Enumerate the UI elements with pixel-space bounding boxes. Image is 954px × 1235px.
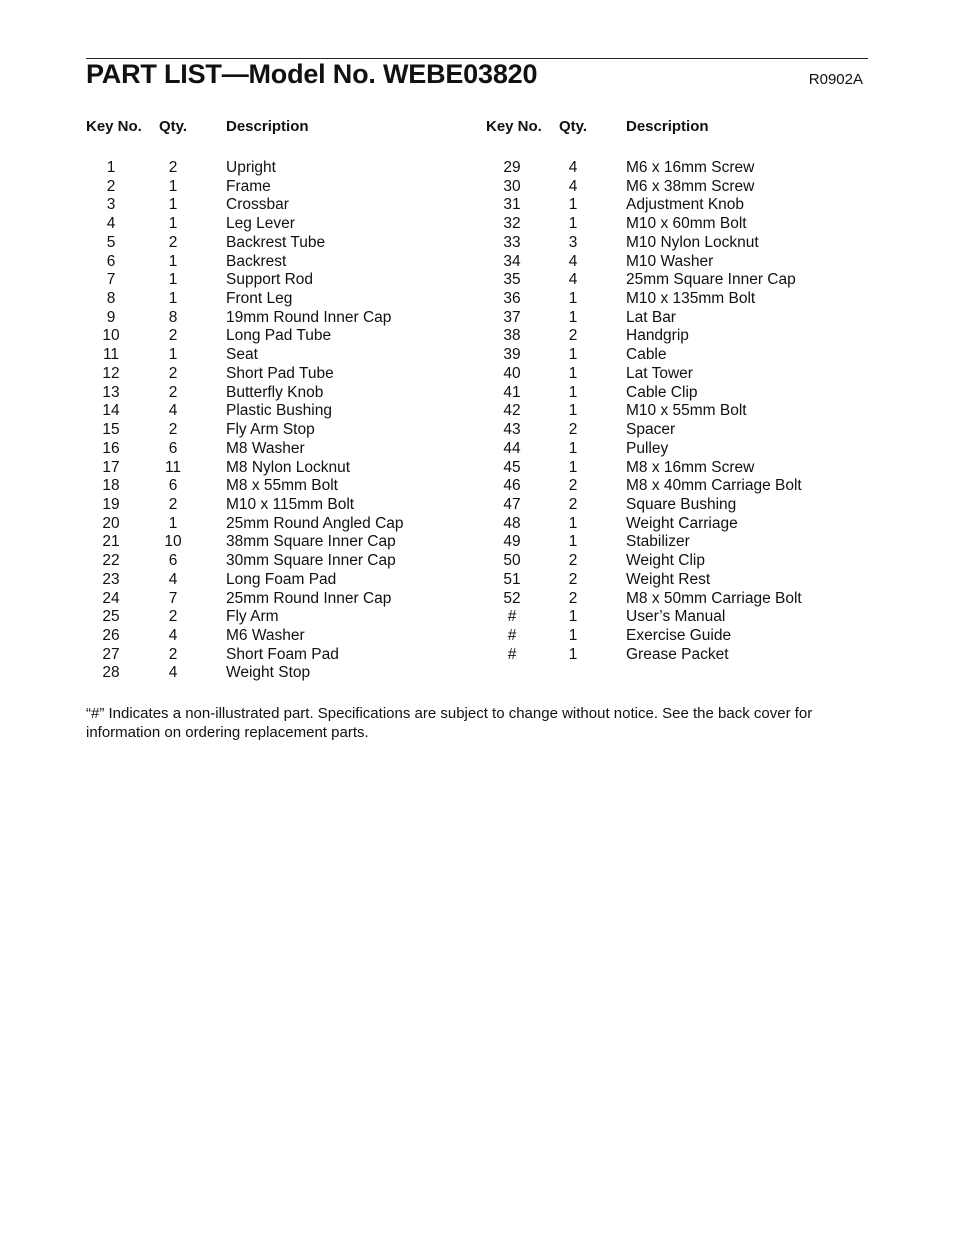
part-key-number: 18: [102, 477, 120, 495]
part-quantity: 2: [568, 495, 578, 513]
part-quantity: 2: [168, 645, 178, 663]
part-quantity: 4: [568, 159, 578, 176]
part-key-number: 9: [106, 308, 116, 326]
part-quantity: 4: [568, 271, 578, 289]
part-row: [470, 159, 950, 178]
part-key-number: 22: [102, 552, 120, 570]
part-key-number: 12: [102, 364, 120, 382]
part-key-number: 29: [503, 159, 521, 176]
part-key-number: 33: [503, 233, 521, 251]
part-key-number: 32: [503, 215, 521, 233]
part-row: [0, 440, 470, 459]
part-key-number: 11: [102, 346, 120, 364]
part-quantity: 4: [568, 177, 578, 195]
part-quantity: 2: [568, 589, 578, 607]
part-quantity: 10: [164, 533, 182, 551]
left-header-key: Key No.: [86, 118, 142, 135]
part-row: [470, 234, 950, 253]
part-row: [0, 664, 470, 683]
part-row: [0, 608, 470, 627]
part-description: M10 x 115mm Bolt: [226, 495, 355, 513]
part-description: M8 Nylon Locknut: [226, 458, 351, 476]
part-key-number: 31: [503, 196, 521, 214]
part-description: Upright: [226, 159, 276, 176]
part-key-number: 27: [102, 645, 120, 663]
right-header-key: Key No.: [486, 118, 542, 135]
part-key-number: 34: [503, 252, 521, 270]
part-key-number: 26: [102, 626, 120, 644]
part-key-number: 23: [102, 570, 120, 588]
part-quantity: 1: [168, 346, 178, 364]
part-quantity: 1: [568, 533, 578, 551]
part-description: Spacer: [626, 421, 676, 439]
part-quantity: 6: [168, 439, 178, 457]
part-description: 25mm Round Inner Cap: [226, 589, 392, 607]
part-quantity: 1: [568, 290, 578, 308]
part-key-number: 37: [503, 308, 521, 326]
part-key-number: 39: [503, 346, 521, 364]
part-key-number: 24: [102, 589, 120, 607]
part-row: [470, 608, 950, 627]
part-row: [470, 196, 950, 215]
part-quantity: 1: [568, 383, 578, 401]
part-row: [0, 253, 470, 272]
part-quantity: 2: [168, 421, 178, 439]
part-description: Exercise Guide: [626, 626, 732, 644]
part-row: [470, 477, 950, 496]
part-description: Handgrip: [626, 327, 689, 345]
part-key-number: 17: [102, 458, 120, 476]
part-key-number: 2: [106, 177, 116, 195]
part-description: Weight Carriage: [626, 514, 738, 532]
part-key-number: 5: [106, 233, 116, 251]
part-quantity: 1: [568, 346, 578, 364]
part-quantity: 1: [568, 364, 578, 382]
parts-list-right: [470, 159, 950, 664]
part-key-number: 16: [102, 439, 120, 457]
part-key-number: 50: [503, 552, 521, 570]
part-row: [0, 178, 470, 197]
part-key-number: 10: [102, 327, 120, 345]
part-row: [470, 271, 950, 290]
part-description: Weight Clip: [626, 552, 705, 570]
part-description: Backrest Tube: [226, 233, 326, 251]
part-description: M10 Washer: [626, 252, 714, 270]
part-description: Plastic Bushing: [226, 402, 332, 420]
part-description: Weight Stop: [226, 664, 311, 682]
part-description: 25mm Round Angled Cap: [226, 514, 404, 532]
part-row: [0, 196, 470, 215]
part-description: Front Leg: [226, 290, 293, 308]
part-key-number: 51: [503, 570, 521, 588]
part-row: [0, 309, 470, 328]
part-row: [470, 515, 950, 534]
part-quantity: 7: [168, 589, 178, 607]
part-quantity: 1: [568, 645, 578, 663]
part-description: M6 Washer: [226, 626, 305, 644]
part-description: Backrest: [226, 252, 287, 270]
part-key-number: 35: [503, 271, 521, 289]
part-row: [470, 440, 950, 459]
part-row: [0, 459, 470, 478]
part-description: Lat Tower: [626, 364, 693, 382]
part-row: [470, 533, 950, 552]
part-description: Weight Rest: [626, 570, 711, 588]
part-quantity: 1: [168, 215, 178, 233]
part-row: [470, 402, 950, 421]
part-row: [0, 590, 470, 609]
part-key-number: 13: [102, 383, 120, 401]
part-description: M8 x 16mm Screw: [626, 458, 755, 476]
part-description: M10 x 60mm Bolt: [626, 215, 747, 233]
part-key-number: 48: [503, 514, 521, 532]
part-key-number: 20: [102, 514, 120, 532]
part-description: 30mm Square Inner Cap: [226, 552, 396, 570]
right-header-description: Description: [626, 118, 709, 135]
part-quantity: 1: [568, 626, 578, 644]
part-row: [0, 477, 470, 496]
part-quantity: 2: [568, 477, 578, 495]
part-row: [0, 365, 470, 384]
part-key-number: 49: [503, 533, 521, 551]
part-key-number: 8: [106, 290, 116, 308]
part-description: M8 Washer: [226, 439, 305, 457]
part-description: Lat Bar: [626, 308, 676, 326]
part-quantity: 2: [168, 383, 178, 401]
part-row: [470, 215, 950, 234]
part-key-number: 28: [102, 664, 120, 682]
part-quantity: 4: [568, 252, 578, 270]
part-key-number: 43: [503, 421, 521, 439]
part-row: [470, 590, 950, 609]
part-key-number: 30: [503, 177, 521, 195]
left-header-qty: Qty.: [159, 118, 188, 135]
part-row: [0, 327, 470, 346]
part-quantity: 1: [568, 608, 578, 626]
part-quantity: 1: [168, 514, 178, 532]
part-quantity: 1: [168, 290, 178, 308]
part-description: Long Pad Tube: [226, 327, 332, 345]
part-key-number: #: [507, 608, 517, 626]
part-description: Short Pad Tube: [226, 364, 334, 382]
part-quantity: 1: [168, 252, 178, 270]
part-description: Cable: [626, 346, 667, 364]
page-title: PART LIST—Model No. WEBE03820: [86, 59, 538, 89]
part-row: [0, 271, 470, 290]
part-row: [470, 384, 950, 403]
part-key-number: #: [507, 645, 517, 663]
part-key-number: 36: [503, 290, 521, 308]
part-row: [0, 571, 470, 590]
part-row: [0, 627, 470, 646]
part-row: [470, 496, 950, 515]
part-quantity: 4: [168, 626, 178, 644]
part-row: [470, 290, 950, 309]
part-description: Adjustment Knob: [626, 196, 745, 214]
part-row: [470, 552, 950, 571]
part-quantity: 1: [568, 196, 578, 214]
part-quantity: 2: [568, 327, 578, 345]
part-row: [470, 627, 950, 646]
part-key-number: 3: [106, 196, 116, 214]
part-description: Frame: [226, 177, 271, 195]
part-row: [0, 290, 470, 309]
part-row: [0, 421, 470, 440]
part-quantity: 1: [568, 514, 578, 532]
left-header-description: Description: [226, 118, 309, 135]
part-description: Fly Arm: [226, 608, 279, 626]
part-row: [0, 552, 470, 571]
part-description: Long Foam Pad: [226, 570, 337, 588]
part-key-number: 38: [503, 327, 521, 345]
part-quantity: 2: [568, 421, 578, 439]
part-key-number: 21: [102, 533, 120, 551]
part-row: [0, 159, 470, 178]
part-key-number: 1: [106, 159, 116, 176]
part-quantity: 2: [168, 495, 178, 513]
part-key-number: 44: [503, 439, 521, 457]
part-quantity: 1: [168, 177, 178, 195]
part-key-number: 41: [503, 383, 521, 401]
part-quantity: 4: [168, 664, 178, 682]
part-key-number: 52: [503, 589, 521, 607]
footnote: “#” Indicates a non-illustrated part. Specifications are subject to change without notice. See the back cover for information on ordering replacement parts.: [86, 705, 813, 741]
part-row: [0, 215, 470, 234]
part-row: [0, 234, 470, 253]
part-quantity: 11: [164, 458, 182, 476]
part-key-number: 46: [503, 477, 521, 495]
part-row: [0, 533, 470, 552]
part-quantity: 8: [168, 308, 178, 326]
part-quantity: 1: [568, 458, 578, 476]
part-quantity: 2: [168, 159, 178, 176]
part-key-number: 25: [102, 608, 120, 626]
part-row: [470, 646, 950, 665]
part-description: Support Rod: [226, 271, 314, 289]
part-quantity: 1: [168, 196, 178, 214]
part-row: [470, 253, 950, 272]
part-quantity: 1: [168, 271, 178, 289]
part-row: [470, 327, 950, 346]
part-row: [470, 571, 950, 590]
part-description: Seat: [226, 346, 258, 364]
part-row: [470, 421, 950, 440]
part-description: Cable Clip: [626, 383, 698, 401]
part-quantity: 1: [568, 308, 578, 326]
part-description: M10 x 135mm Bolt: [626, 290, 756, 308]
part-row: [0, 346, 470, 365]
part-key-number: 40: [503, 364, 521, 382]
part-quantity: 2: [168, 327, 178, 345]
part-description: Leg Lever: [226, 215, 295, 233]
part-description: M6 x 16mm Screw: [626, 159, 755, 176]
part-row: [0, 384, 470, 403]
part-description: M10 x 55mm Bolt: [626, 402, 747, 420]
part-key-number: 6: [106, 252, 116, 270]
part-description: M8 x 40mm Carriage Bolt: [626, 477, 802, 495]
part-key-number: 14: [102, 402, 120, 420]
part-key-number: 45: [503, 458, 521, 476]
part-description: Pulley: [626, 439, 669, 457]
part-description: M10 Nylon Locknut: [626, 233, 759, 251]
part-description: Short Foam Pad: [226, 645, 339, 663]
part-key-number: 15: [102, 421, 120, 439]
part-description: Stabilizer: [626, 533, 690, 551]
part-row: [470, 346, 950, 365]
part-quantity: 2: [568, 570, 578, 588]
part-quantity: 4: [168, 402, 178, 420]
part-quantity: 6: [168, 552, 178, 570]
part-key-number: 42: [503, 402, 521, 420]
part-row: [0, 402, 470, 421]
part-quantity: 2: [568, 552, 578, 570]
part-description: Fly Arm Stop: [226, 421, 315, 439]
part-quantity: 1: [568, 402, 578, 420]
part-key-number: #: [507, 626, 517, 644]
part-description: 38mm Square Inner Cap: [226, 533, 396, 551]
part-quantity: 3: [568, 233, 578, 251]
part-quantity: 1: [568, 439, 578, 457]
part-key-number: 47: [503, 495, 521, 513]
part-row: [470, 178, 950, 197]
parts-list-left: [0, 159, 470, 683]
part-description: Crossbar: [226, 196, 289, 214]
part-description: 19mm Round Inner Cap: [226, 308, 392, 326]
part-row: [470, 365, 950, 384]
part-row: [0, 646, 470, 665]
part-row: [470, 309, 950, 328]
part-description: User’s Manual: [626, 608, 726, 626]
part-description: M8 x 55mm Bolt: [226, 477, 338, 495]
part-description: Square Bushing: [626, 495, 737, 513]
part-quantity: 4: [168, 570, 178, 588]
part-row: [0, 496, 470, 515]
part-description: Butterfly Knob: [226, 383, 324, 401]
part-key-number: 7: [106, 271, 116, 289]
part-quantity: 2: [168, 233, 178, 251]
part-quantity: 2: [168, 364, 178, 382]
part-row: [0, 515, 470, 534]
document-code: R0902A: [808, 71, 863, 88]
part-quantity: 6: [168, 477, 178, 495]
part-description: M6 x 38mm Screw: [626, 177, 755, 195]
part-quantity: 2: [168, 608, 178, 626]
part-quantity: 1: [568, 215, 578, 233]
part-key-number: 19: [102, 495, 120, 513]
part-description: Grease Packet: [626, 645, 729, 663]
part-key-number: 4: [106, 215, 116, 233]
part-description: M8 x 50mm Carriage Bolt: [626, 589, 802, 607]
right-header-qty: Qty.: [559, 118, 588, 135]
part-row: [470, 459, 950, 478]
part-description: 25mm Square Inner Cap: [626, 271, 796, 289]
